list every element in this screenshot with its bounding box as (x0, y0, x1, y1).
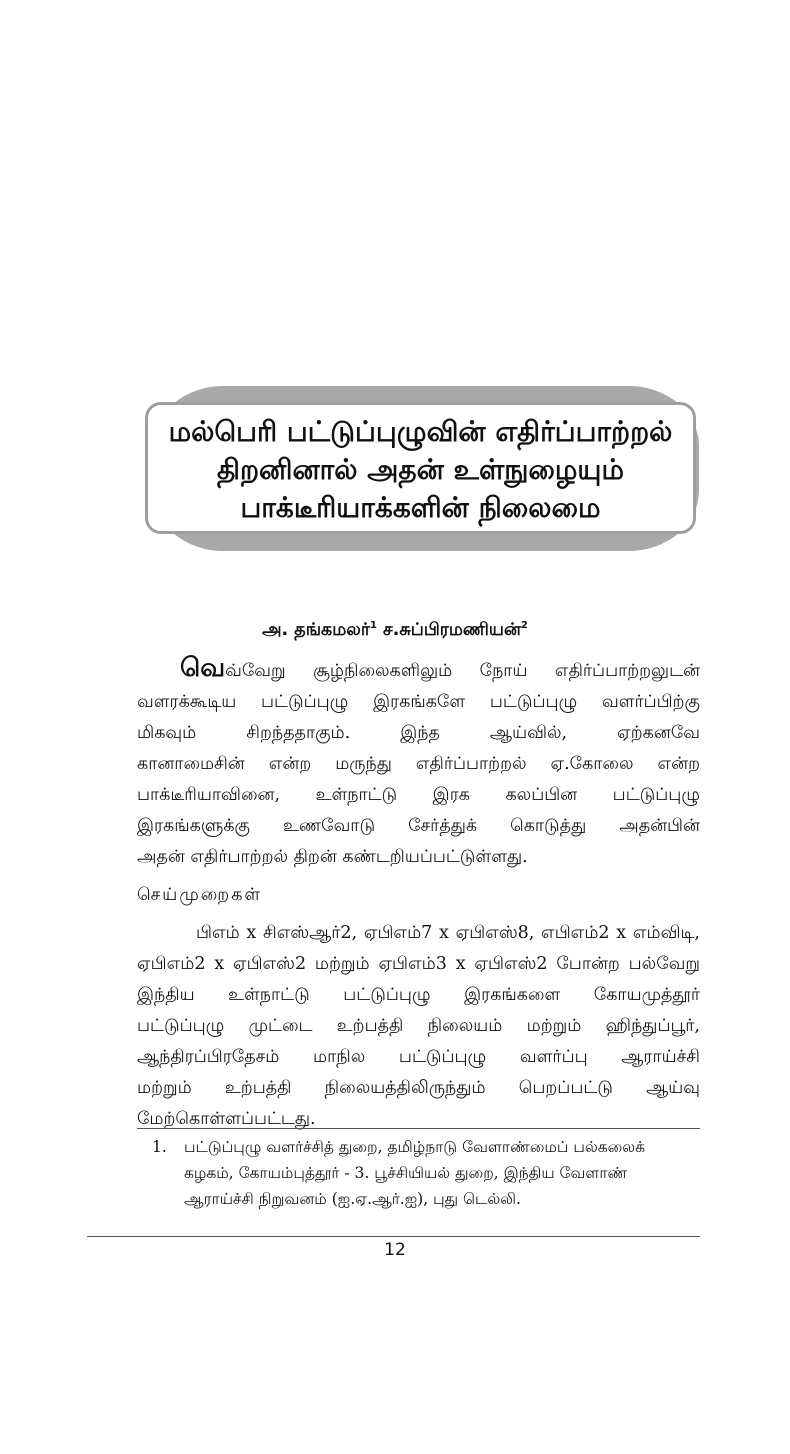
methods-line-6: மற்றும் உற்பத்தி நிலையத்திலிருந்தும் பெறப்பட்டு ஆய்வு (137, 1078, 700, 1098)
methods-line-3: இந்திய உள்நாட்டு பட்டுப்புழு இரகங்களை கோயமுத்தூர் (137, 985, 700, 1005)
intro-line-1 (137, 653, 700, 687)
methods-paragraph (137, 918, 700, 1135)
author-2-name: ச.சுப்பிரமணியன் (383, 620, 521, 640)
footnote-line-2: கழகம், கோயம்புத்தூர் - 3. பூச்சியியல் துறை, இந்திய வேளாண் (184, 1164, 628, 1182)
footnote-divider (137, 1128, 700, 1129)
methods-line-5: ஆந்திரப்பிரதேசம் மாநில பட்டுப்புழு வளர்ப்பு ஆராய்ச்சி (137, 1047, 700, 1067)
intro-line-4: கானாமைசின் என்ற மருந்து எதிர்ப்பாற்றல் ஏ.கோலை என்ற (137, 754, 700, 774)
footnote-line-3: ஆராய்ச்சி நிறுவனம் (ஐ.ஏ.ஆர்.ஐ), புது டெல்லி. (184, 1190, 521, 1208)
intro-paragraph (137, 653, 700, 873)
methods-line-1: பிஎம் x சிஎஸ்ஆர்2, ஏபிஎம்7 x ஏபிஎஸ்8, எபிஎம்2 x எம்விடி, (196, 923, 700, 943)
author-line (0, 620, 790, 642)
page-footer-divider (87, 1236, 700, 1237)
chapter-title-line-3: பாக்டீரியாக்களின் நிலைமை (240, 491, 601, 524)
intro-line-6: இரகங்களுக்கு உணவோடு சேர்த்துக் கொடுத்து அதன்பின் (137, 816, 700, 836)
methods-line-7: மேற்கொள்ளப்பட்டது. (137, 1109, 316, 1129)
section-heading-methods: செய்முறைகள் (137, 885, 263, 905)
author-2-affiliation-marker: 2 (520, 620, 528, 632)
methods-line-2: ஏபிஎம்2 x ஏபிஎஸ்2 மற்றும் ஏபிஎம்3 x ஏபிஎஸ்2 போன்ற பல்வேறு (137, 954, 700, 974)
footnote-number: 1. (152, 1138, 167, 1156)
chapter-title-line-2: திறனினால் அதன் உள்நுழையும் (217, 453, 624, 486)
chapter-title-line-1: மல்பெரி பட்டுப்புழுவின் எதிர்ப்பாற்றல் (168, 415, 673, 448)
intro-line-1-text: வ்வேறு சூழ்நிலைகளிலும் நோய் எதிர்ப்பாற்றலுடன் (225, 661, 700, 681)
intro-line-2: வளரக்கூடிய பட்டுப்புழு இரகங்களே பட்டுப்புழு வளர்ப்பிற்கு (137, 692, 700, 712)
intro-line-7: அதன் எதிர்பாற்றல் திறன் கண்டறியப்பட்டுள்ளது. (137, 847, 528, 867)
author-1-name: அ. தங்கமலர் (262, 620, 370, 640)
footnote-line-1: பட்டுப்புழு வளர்ச்சித் துறை, தமிழ்நாடு வேளாண்மைப் பல்கலைக் (184, 1138, 646, 1156)
drop-cap: வெ (180, 653, 226, 683)
chapter-title-box (145, 402, 696, 534)
intro-line-3: மிகவும் சிறந்ததாகும். இந்த ஆய்வில், ஏற்கனவே (137, 723, 700, 743)
author-1-affiliation-marker: 1 (369, 620, 377, 632)
page-number: 12 (384, 1240, 406, 1260)
methods-line-4: பட்டுப்புழு முட்டை உற்பத்தி நிலையம் மற்றும் ஹிந்துப்பூர், (137, 1016, 700, 1036)
footnote-text (184, 1134, 700, 1212)
intro-line-5: பாக்டீரியாவினை, உள்நாட்டு இரக கலப்பின பட்டுப்புழு (137, 785, 700, 805)
